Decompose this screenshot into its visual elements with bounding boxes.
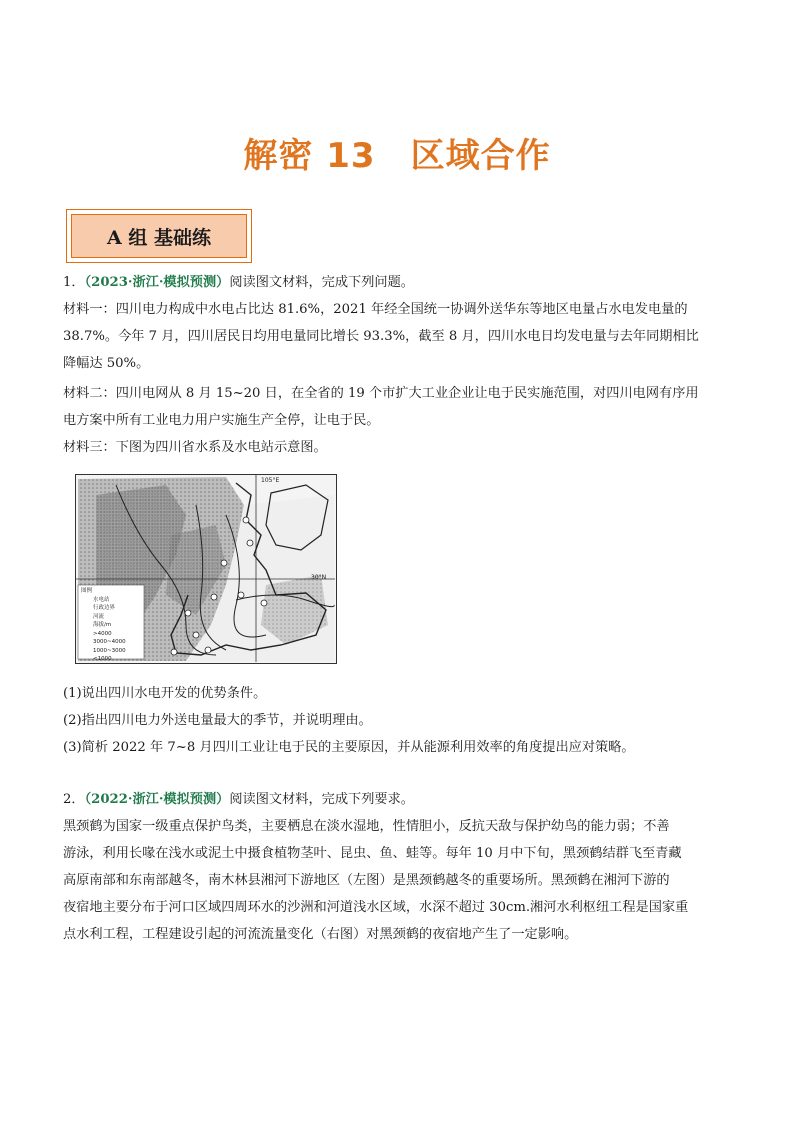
map-longitude-label: 105°E <box>261 477 280 484</box>
q1-subquestion-1: (1)说出四川水电开发的优势条件。 <box>63 686 267 701</box>
q2-text-line1: 黑颈鹤为国家一级重点保护鸟类，主要栖息在淡水湿地，性情胆小，反抗天敌与保护幼鸟的能力弱；不善 <box>63 819 670 834</box>
map-legend-item: <1000 <box>93 656 112 662</box>
map-legend-item: 水电站 <box>93 596 110 603</box>
question-2-number: 2． <box>63 792 85 807</box>
group-a-label: A 组 基础练 <box>71 214 247 258</box>
group-a-header <box>66 209 252 263</box>
question-1-header <box>63 270 733 296</box>
map-legend-item: 河流 <box>93 613 105 620</box>
map-legend-title: 图例 <box>81 588 93 594</box>
question-1-intro: 阅读图文材料，完成下列问题。 <box>229 275 414 290</box>
question-2-intro: 阅读图文材料，完成下列要求。 <box>229 792 414 807</box>
sichuan-hydro-map <box>75 474 337 664</box>
map-latitude-label: 30°N <box>311 574 327 581</box>
question-2-header <box>63 787 733 813</box>
q1-material1-line2: 38.7%。今年 7 月，四川居民日均用电量同比增长 93.3%，截至 8 月，四川水电日均发电量与去年同期相比 <box>63 329 699 344</box>
q1-subquestion-3: (3)简析 2022 年 7~8 月四川工业让电于民的主要原因，并从能源利用效率的角度提出应对策略。 <box>63 740 635 755</box>
q2-text-line2: 游泳，利用长喙在浅水或泥土中摄食植物茎叶、昆虫、鱼、蛙等。每年 10 月中下旬，黑颈鹤结群飞至青藏 <box>63 846 682 861</box>
q1-material3: 材料三：下图为四川省水系及水电站示意图。 <box>63 440 327 455</box>
question-1-number: 1． <box>63 275 85 290</box>
question-2-source: （2022·浙江·模拟预测） <box>84 792 230 807</box>
q1-material2-line2: 电方案中所有工业电力用户实施生产全停，让电于民。 <box>63 413 380 428</box>
q2-text-line5: 点水利工程，工程建设引起的河流流量变化（右图）对黑颈鹤的夜宿地产生了一定影响。 <box>63 927 578 942</box>
map-legend-item: >4000 <box>93 630 112 637</box>
map-legend-item: 海拔/m <box>93 622 112 628</box>
map-legend-item: 3000~4000 <box>93 639 126 645</box>
q2-text-line4: 夜宿地主要分布于河口区域四周环水的沙洲和河道浅水区域，水深不超过 30cm.湘河水利枢纽工程是国家重 <box>63 900 689 915</box>
q1-material1-line3: 降幅达 50%。 <box>63 356 150 371</box>
q1-subquestion-2: (2)指出四川电力外送电量最大的季节，并说明理由。 <box>63 713 372 728</box>
map-legend-item: 行政边界 <box>93 605 116 611</box>
page-title: 解密 13 区域合作 <box>243 136 551 176</box>
q1-material2-line1: 材料二：四川电网从 8 月 15~20 日，在全省的 19 个市扩大工业企业让电于民实施范围，对四川电网有序用 <box>63 386 699 401</box>
q1-material1-line1: 材料一：四川电力构成中水电占比达 81.6%，2021 年经全国统一协调外送华东等地区电量占水电发电量的 <box>63 302 688 317</box>
map-legend <box>81 587 143 664</box>
map-legend-item: 1000~3000 <box>93 647 126 654</box>
q2-text-line3: 高原南部和东南部越冬，南木林县湘河下游地区（左图）是黑颈鹤越冬的重要场所。黑颈鹤在湘河下游的 <box>63 873 670 888</box>
question-1-source: （2023·浙江·模拟预测） <box>84 275 230 290</box>
